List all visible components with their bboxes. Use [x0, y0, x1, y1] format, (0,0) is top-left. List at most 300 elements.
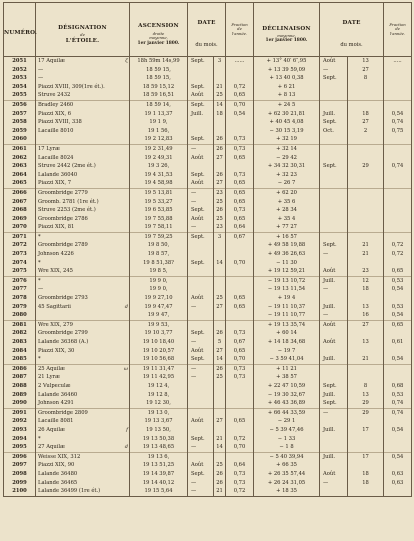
row-fraction-2 — [384, 443, 412, 452]
row-number: 2088 — [4, 382, 36, 391]
row-day-2 — [348, 100, 384, 109]
row-designation — [36, 241, 130, 250]
row-declination: − 19 11 10,37 — [254, 303, 320, 312]
row-month-1 — [188, 320, 214, 329]
row-right-ascension: 18 59 15, — [130, 66, 188, 75]
row-day-2: 23 — [348, 267, 384, 276]
row-day-2 — [348, 294, 384, 303]
row-number: 2054 — [4, 83, 36, 92]
row-day-2: 8 — [348, 382, 384, 391]
row-right-ascension: 19 13 6, — [130, 452, 188, 461]
designation-text: Lacaille 8081 — [38, 418, 74, 425]
row-number: 2091 — [4, 408, 36, 417]
row-number: 2077 — [4, 285, 36, 294]
row-number: 2096 — [4, 452, 36, 461]
row-declination: + 60 14 — [254, 329, 320, 338]
row-day-2 — [348, 215, 384, 224]
row-declination: + 49 36 26,63 — [254, 250, 320, 259]
row-month-2 — [320, 259, 348, 268]
row-fraction-2 — [384, 91, 412, 100]
row-month-1: — — [188, 144, 214, 153]
table-row — [4, 426, 412, 435]
row-day-1: 26 — [214, 144, 226, 153]
row-designation — [36, 479, 130, 488]
row-day-1: 25 — [214, 294, 226, 303]
table-row — [4, 74, 412, 83]
row-number: 2099 — [4, 479, 36, 488]
row-day-2 — [348, 206, 384, 215]
row-month-1: Sept. — [188, 435, 214, 444]
row-right-ascension: 19 10 3,77 — [130, 329, 188, 338]
designation-text: Johnson 4291 — [38, 400, 74, 407]
row-number: 2090 — [4, 399, 36, 408]
row-right-ascension: 18 59 14, — [130, 100, 188, 109]
designation-text: 2 Vulpeculæ — [38, 382, 71, 389]
row-declination: + 26 35 57,44 — [254, 470, 320, 479]
designation-text: Groombridge 2793 — [38, 295, 88, 302]
table-row — [4, 320, 412, 329]
row-number: 2073 — [4, 250, 36, 259]
row-right-ascension: 19 10 56,68 — [130, 355, 188, 364]
row-number: 2058 — [4, 118, 36, 127]
row-right-ascension: 19 10 20,57 — [130, 347, 188, 356]
designation-text: Piazzi XIX, 30 — [38, 347, 75, 354]
row-declination: + 14 18 34,68 — [254, 338, 320, 347]
row-fraction-1 — [226, 285, 254, 294]
table-row — [4, 144, 412, 153]
row-designation — [36, 259, 130, 268]
row-declination: − 5 39 47,46 — [254, 426, 320, 435]
row-month-2: — — [320, 311, 348, 320]
row-fraction-1 — [226, 426, 254, 435]
row-declination: − 3 59 41,04 — [254, 355, 320, 364]
row-day-1: 27 — [214, 154, 226, 163]
row-declination: + 19 12 59,21 — [254, 267, 320, 276]
row-designation — [36, 276, 130, 285]
row-day-1 — [214, 162, 226, 171]
row-day-2 — [348, 179, 384, 188]
row-month-1: — — [188, 443, 214, 452]
row-month-2 — [320, 135, 348, 144]
row-day-2 — [348, 373, 384, 382]
table-row — [4, 241, 412, 250]
designation-text: 17 Lyræ — [38, 145, 60, 152]
designation-text: 27 Aquilæ — [38, 444, 65, 451]
row-declination: + 35 6 — [254, 198, 320, 207]
row-day-1 — [214, 250, 226, 259]
row-right-ascension: 19 13 0, — [130, 408, 188, 417]
designation-text: * — [38, 233, 41, 240]
row-declination: − 19 11 10,77 — [254, 311, 320, 320]
row-day-1: 27 — [214, 417, 226, 426]
row-declination: + 11 21 — [254, 364, 320, 373]
row-declination: − 19 13 11,54 — [254, 285, 320, 294]
row-month-2: Oct. — [320, 127, 348, 136]
row-day-1: 14 — [214, 100, 226, 109]
table-row — [4, 267, 412, 276]
table-row — [4, 232, 412, 241]
table-row — [4, 303, 412, 312]
row-designation — [36, 347, 130, 356]
row-month-1 — [188, 399, 214, 408]
row-declination: + 38 57 — [254, 373, 320, 382]
designation-text: Piazzi XVIII, 338 — [38, 119, 82, 126]
row-day-1 — [214, 452, 226, 461]
row-right-ascension: 19 6 53,85 — [130, 206, 188, 215]
row-fraction-2: ..... — [384, 57, 412, 66]
row-fraction-1: 0,65 — [226, 347, 254, 356]
table-row — [4, 110, 412, 119]
row-number: 2083 — [4, 338, 36, 347]
row-month-2 — [320, 373, 348, 382]
row-declination: + 32 19 — [254, 135, 320, 144]
table-row — [4, 408, 412, 417]
row-right-ascension: 19 9 47,47 — [130, 303, 188, 312]
row-designation — [36, 250, 130, 259]
row-month-2 — [320, 91, 348, 100]
designation-text: 45 Sagittarii — [38, 303, 71, 310]
row-day-1: 5 — [214, 338, 226, 347]
row-month-1: — — [188, 364, 214, 373]
row-month-2: Juill. — [320, 303, 348, 312]
row-month-1: Sept. — [188, 259, 214, 268]
row-designation — [36, 294, 130, 303]
row-month-2: Sept. — [320, 162, 348, 171]
row-designation — [36, 144, 130, 153]
designation-text: Piazzi XIX, 6 — [38, 110, 72, 117]
row-right-ascension: 19 9 0, — [130, 285, 188, 294]
row-fraction-1 — [226, 399, 254, 408]
row-designation — [36, 110, 130, 119]
row-month-1 — [188, 66, 214, 75]
row-day-1: 3 — [214, 57, 226, 66]
row-fraction-1 — [226, 267, 254, 276]
row-fraction-1: 0,72 — [226, 83, 254, 92]
row-month-1: — — [188, 223, 214, 232]
row-day-2: 16 — [348, 311, 384, 320]
row-day-2: 27 — [348, 118, 384, 127]
row-month-2: Sept. — [320, 118, 348, 127]
row-number: 2087 — [4, 373, 36, 382]
row-right-ascension: 19 4 58,98 — [130, 179, 188, 188]
designation-text: Piazzi XIX, 90 — [38, 462, 75, 469]
row-month-2: Sept. — [320, 241, 348, 250]
row-fraction-2: 0,54 — [384, 426, 412, 435]
row-declination: + 6 21 — [254, 83, 320, 92]
row-day-2: 13 — [348, 57, 384, 66]
row-designation — [36, 329, 130, 338]
row-fraction-2 — [384, 294, 412, 303]
row-month-2: Juill. — [320, 452, 348, 461]
row-month-2: Juill. — [320, 276, 348, 285]
row-day-2: 18 — [348, 110, 384, 119]
row-day-1: 26 — [214, 479, 226, 488]
row-declination: + 62 30 21,81 — [254, 110, 320, 119]
designation-text: 25 Aquilæ — [38, 365, 65, 372]
designation-text: — — [38, 286, 44, 293]
row-day-1: 26 — [214, 470, 226, 479]
row-month-2 — [320, 329, 348, 338]
designation-text: Lalande 36480 — [38, 470, 78, 477]
row-declination: − 19 30 32,67 — [254, 391, 320, 400]
row-fraction-1 — [226, 250, 254, 259]
row-day-1: 27 — [214, 179, 226, 188]
designation-text: Groomb. 2781 (1re ét.) — [38, 198, 99, 205]
row-designation — [36, 443, 130, 452]
row-day-1: 25 — [214, 215, 226, 224]
row-designation — [36, 154, 130, 163]
row-day-2 — [348, 259, 384, 268]
table-row — [4, 285, 412, 294]
row-fraction-2 — [384, 215, 412, 224]
row-declination: + 49 58 19,88 — [254, 241, 320, 250]
table-row — [4, 338, 412, 347]
row-number: 2078 — [4, 294, 36, 303]
row-month-1: Août — [188, 154, 214, 163]
row-right-ascension: 19 5 13,81 — [130, 188, 188, 197]
row-day-2 — [348, 461, 384, 470]
row-designation — [36, 188, 130, 197]
row-month-2: Sept. — [320, 382, 348, 391]
row-month-2 — [320, 215, 348, 224]
header-ascension: ASCENSION droite moyenne, 1er janvier 1800. — [130, 3, 188, 57]
row-designation — [36, 198, 130, 207]
row-month-2 — [320, 487, 348, 496]
row-fraction-2: 0,72 — [384, 241, 412, 250]
row-month-2 — [320, 417, 348, 426]
row-designation — [36, 267, 130, 276]
row-number: 2074 — [4, 259, 36, 268]
table-row — [4, 294, 412, 303]
row-day-2: 17 — [348, 452, 384, 461]
row-month-2 — [320, 100, 348, 109]
row-month-2 — [320, 188, 348, 197]
row-fraction-2 — [384, 347, 412, 356]
designation-text: Wre XIX, 245 — [38, 268, 73, 275]
header-fraction1: Fraction de l'année. — [226, 3, 254, 57]
row-number: 2092 — [4, 417, 36, 426]
row-month-1: Août — [188, 91, 214, 100]
row-day-1: 14 — [214, 259, 226, 268]
row-declination: + 77 27 — [254, 223, 320, 232]
row-fraction-2: 0,54 — [384, 355, 412, 364]
row-designation — [36, 311, 130, 320]
row-month-1: Sept. — [188, 206, 214, 215]
table-row — [4, 162, 412, 171]
row-fraction-1 — [226, 162, 254, 171]
row-declination: + 19 13 35,74 — [254, 320, 320, 329]
row-right-ascension: 19 8 50, — [130, 241, 188, 250]
row-month-2 — [320, 171, 348, 180]
row-month-1: Sept. — [188, 57, 214, 66]
row-number: 2072 — [4, 241, 36, 250]
row-designation — [36, 426, 130, 435]
greek-letter-note: d — [124, 303, 128, 310]
row-month-1: Sept. — [188, 232, 214, 241]
row-fraction-2 — [384, 198, 412, 207]
row-fraction-2 — [384, 83, 412, 92]
row-day-2 — [348, 417, 384, 426]
table-row — [4, 329, 412, 338]
row-fraction-2: 0,74 — [384, 408, 412, 417]
row-declination: − 29 42 — [254, 154, 320, 163]
row-number: 2065 — [4, 179, 36, 188]
row-number: 2053 — [4, 74, 36, 83]
table-row — [4, 135, 412, 144]
row-number: 2066 — [4, 188, 36, 197]
row-designation — [36, 435, 130, 444]
row-day-1: 26 — [214, 171, 226, 180]
row-month-1 — [188, 391, 214, 400]
row-declination: + 32 14 — [254, 144, 320, 153]
row-month-1: Août — [188, 215, 214, 224]
row-declination: + 13 39 59,09 — [254, 66, 320, 75]
row-right-ascension: 19 7 55,88 — [130, 215, 188, 224]
row-day-1 — [214, 276, 226, 285]
row-fraction-2 — [384, 74, 412, 83]
row-month-1: Sept. — [188, 329, 214, 338]
row-month-1: — — [188, 487, 214, 496]
row-month-2: Juill. — [320, 110, 348, 119]
row-day-2 — [348, 171, 384, 180]
row-number: 2064 — [4, 171, 36, 180]
row-number: 2080 — [4, 311, 36, 320]
row-day-2 — [348, 198, 384, 207]
row-day-2 — [348, 154, 384, 163]
row-fraction-2: 0,65 — [384, 320, 412, 329]
row-month-1: Sept. — [188, 355, 214, 364]
row-designation — [36, 303, 130, 312]
row-month-2 — [320, 206, 348, 215]
table-row — [4, 311, 412, 320]
row-day-2 — [348, 144, 384, 153]
row-month-2: Août — [320, 320, 348, 329]
row-day-1 — [214, 408, 226, 417]
row-fraction-1: 0,70 — [226, 443, 254, 452]
designation-text: Groombridge 2799 — [38, 330, 88, 337]
row-month-1: Juill. — [188, 110, 214, 119]
row-day-2 — [348, 329, 384, 338]
row-designation — [36, 206, 130, 215]
row-number: 2057 — [4, 110, 36, 119]
row-number: 2085 — [4, 355, 36, 364]
row-fraction-2 — [384, 487, 412, 496]
row-fraction-2: 0,74 — [384, 118, 412, 127]
row-right-ascension: 19 1 56, — [130, 127, 188, 136]
row-month-1: Sept. — [188, 135, 214, 144]
row-fraction-1: 0,73 — [226, 206, 254, 215]
row-fraction-2: 0,65 — [384, 267, 412, 276]
row-declination: + 8 13 — [254, 91, 320, 100]
row-right-ascension: 19 8 57, — [130, 250, 188, 259]
row-right-ascension: 19 2 31,49 — [130, 144, 188, 153]
row-designation — [36, 461, 130, 470]
row-right-ascension: 19 7 59,25 — [130, 232, 188, 241]
row-fraction-2 — [384, 417, 412, 426]
row-declination: + 34 32 30,31 — [254, 162, 320, 171]
row-fraction-2: 0,54 — [384, 452, 412, 461]
row-day-1: 21 — [214, 435, 226, 444]
row-month-2: Août — [320, 267, 348, 276]
table-row — [4, 118, 412, 127]
row-fraction-1 — [226, 408, 254, 417]
row-number: 2071 — [4, 232, 36, 241]
row-day-2: 29 — [348, 408, 384, 417]
row-declination: − 26 7 — [254, 179, 320, 188]
row-day-2 — [348, 232, 384, 241]
row-number: 2093 — [4, 426, 36, 435]
greek-letter-note: ω — [123, 365, 128, 372]
row-month-2 — [320, 443, 348, 452]
row-fraction-1: 0,65 — [226, 179, 254, 188]
row-designation — [36, 100, 130, 109]
designation-text: Groombridge 2779 — [38, 189, 88, 196]
row-designation — [36, 83, 130, 92]
row-number: 2079 — [4, 303, 36, 312]
row-day-1 — [214, 66, 226, 75]
row-fraction-1 — [226, 391, 254, 400]
row-month-1: Août — [188, 294, 214, 303]
row-declination: + 32 23 — [254, 171, 320, 180]
row-month-1: — — [188, 338, 214, 347]
row-declination: − 1 33 — [254, 435, 320, 444]
row-day-2 — [348, 188, 384, 197]
row-fraction-1: 0,70 — [226, 355, 254, 364]
row-day-2: 18 — [348, 285, 384, 294]
row-declination: − 30 15 3,19 — [254, 127, 320, 136]
greek-letter-note: ζ — [125, 58, 128, 64]
row-month-1 — [188, 267, 214, 276]
row-month-2: Juill. — [320, 355, 348, 364]
row-fraction-2 — [384, 154, 412, 163]
designation-text: Lalande 36040 — [38, 171, 78, 178]
header-declinaison: DÉCLINAISON moyenne, 1er janvier 1800. — [254, 3, 320, 57]
row-designation — [36, 338, 130, 347]
row-declination: + 40 45 4,08 — [254, 118, 320, 127]
row-month-2 — [320, 435, 348, 444]
row-right-ascension: 19 1 13,37 — [130, 110, 188, 119]
row-fraction-1: 0,72 — [226, 435, 254, 444]
row-month-2: — — [320, 408, 348, 417]
row-day-1: 18 — [214, 110, 226, 119]
row-designation — [36, 66, 130, 75]
row-declination: − 19 13 10,72 — [254, 276, 320, 285]
row-declination: + 18 35 — [254, 487, 320, 496]
designation-text: * — [38, 356, 41, 363]
row-fraction-1: 0,70 — [226, 259, 254, 268]
designation-text: Piazzi XIX, 7 — [38, 180, 72, 187]
row-number: 2067 — [4, 198, 36, 207]
row-month-2: Août — [320, 57, 348, 66]
designation-text: 21 Lyræ — [38, 374, 60, 381]
row-day-2: 12 — [348, 276, 384, 285]
row-fraction-1: 0,73 — [226, 329, 254, 338]
row-fraction-1: 0,54 — [226, 110, 254, 119]
row-fraction-2: 0,72 — [384, 250, 412, 259]
row-fraction-2 — [384, 435, 412, 444]
row-fraction-1 — [226, 66, 254, 75]
row-day-2: 29 — [348, 162, 384, 171]
row-month-1: Sept. — [188, 171, 214, 180]
row-day-1 — [214, 241, 226, 250]
row-month-2: Août — [320, 470, 348, 479]
row-month-2 — [320, 144, 348, 153]
row-fraction-2: 0,68 — [384, 382, 412, 391]
row-fraction-2 — [384, 66, 412, 75]
designation-text: Lalande 36465 — [38, 479, 78, 486]
row-month-2: Juill. — [320, 426, 348, 435]
row-month-1: Août — [188, 179, 214, 188]
